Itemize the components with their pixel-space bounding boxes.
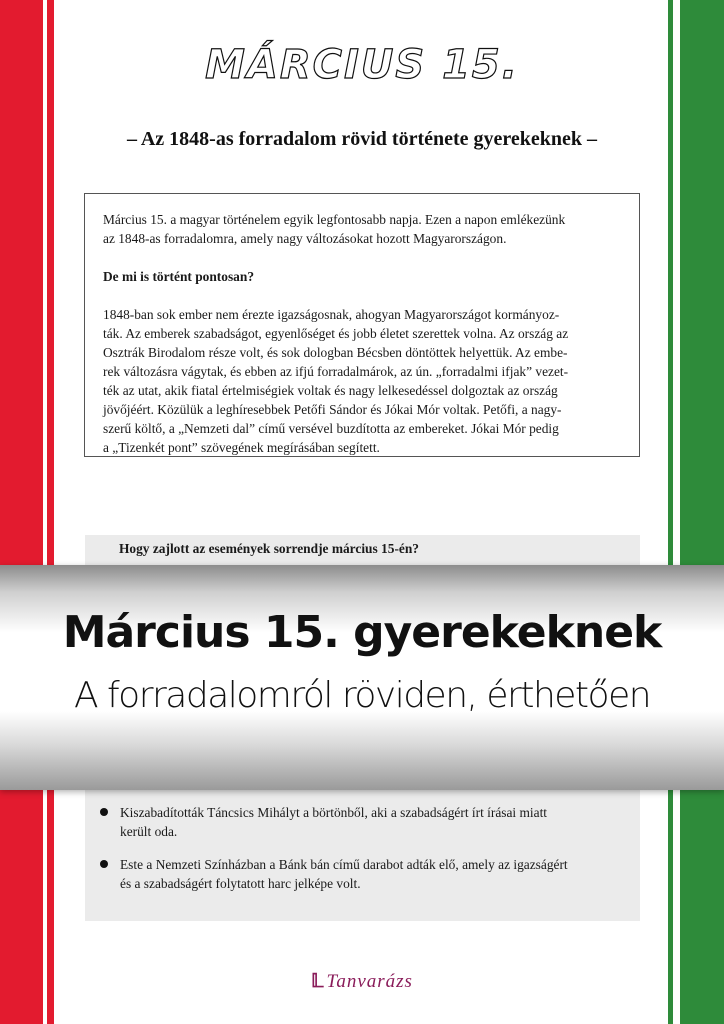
green-thin-stripe <box>668 0 673 1024</box>
text-line: ták. Az emberek szabadságot, egyenlőséget és jobb életet szerettek volna. Az ország az <box>103 326 569 341</box>
text-line: és a szabadságért folytatott harc jelképe volt. <box>120 876 361 891</box>
list-item <box>100 855 630 893</box>
brand-logo <box>0 970 724 993</box>
overlay-banner <box>0 565 724 790</box>
red-thin-stripe <box>47 0 54 1024</box>
bullet-icon <box>100 808 108 816</box>
text-line: az 1848-as forradalomra, amely nagy változásokat hozott Magyarországon. <box>103 231 507 246</box>
text-line: Este a Nemzeti Színházban a Bánk bán című darabot adták elő, amely az igazságért <box>120 857 568 872</box>
text-line: jövőjéért. Közülük a leghíresebbek Petőfi Sándor és Jókai Mór voltak. Petőfi, a nagy- <box>103 402 562 417</box>
book-icon: 𝕃 <box>311 971 325 992</box>
brand-name: Tanvarázs <box>326 971 413 992</box>
events-question: Hogy zajlott az események sorrendje március 15-én? <box>119 541 419 556</box>
text-line: Kiszabadították Táncsics Mihályt a börtönből, aki a szabadságért írt írásai miatt <box>120 805 548 820</box>
list-item <box>100 803 630 841</box>
events-list <box>100 803 630 907</box>
text-line: került oda. <box>120 824 178 839</box>
red-flag-stripe <box>0 0 43 1024</box>
text-line: rek változásra vágytak, és ebben az ifjú forradalmárok, az ún. „forradalmi ifjak” vezet- <box>103 364 569 379</box>
banner-subtitle: A forradalomról röviden, érthetően <box>73 675 651 716</box>
text-line: ték az utat, akik fiatal értelmiségiek voltak és nagy lelkesedéssel dolgoztak az ország <box>103 383 558 398</box>
intro-paragraph-2 <box>103 305 621 457</box>
text-line: Március 15. a magyar történelem egyik legfontosabb napja. Ezen a napon emlékezünk <box>103 212 566 227</box>
logo-title: MÁRCIUS 15. <box>205 42 519 88</box>
text-line: szerű költő, a „Nemzeti dal” című versével buzdította az embereket. Jókai Mór pedig <box>103 421 559 436</box>
intro-paragraph-1 <box>103 210 621 248</box>
text-line: a „Tizenkét pont” szövegének megírásában segített. <box>103 440 380 455</box>
green-flag-stripe <box>680 0 724 1024</box>
text-line: 1848-ban sok ember nem érezte igazságosnak, ahogyan Magyarországot kormányoz- <box>103 307 560 322</box>
intro-question: De mi is történt pontosan? <box>103 269 255 284</box>
banner-title: Március 15. gyerekeknek <box>62 607 662 658</box>
subtitle: – Az 1848-as forradalom rövid története gyerekeknek – <box>126 128 598 150</box>
bullet-icon <box>100 860 108 868</box>
text-line: Osztrák Birodalom része volt, és sok dologban Bécsben döntöttek helyettük. Az embe- <box>103 345 568 360</box>
intro-box <box>84 193 640 457</box>
